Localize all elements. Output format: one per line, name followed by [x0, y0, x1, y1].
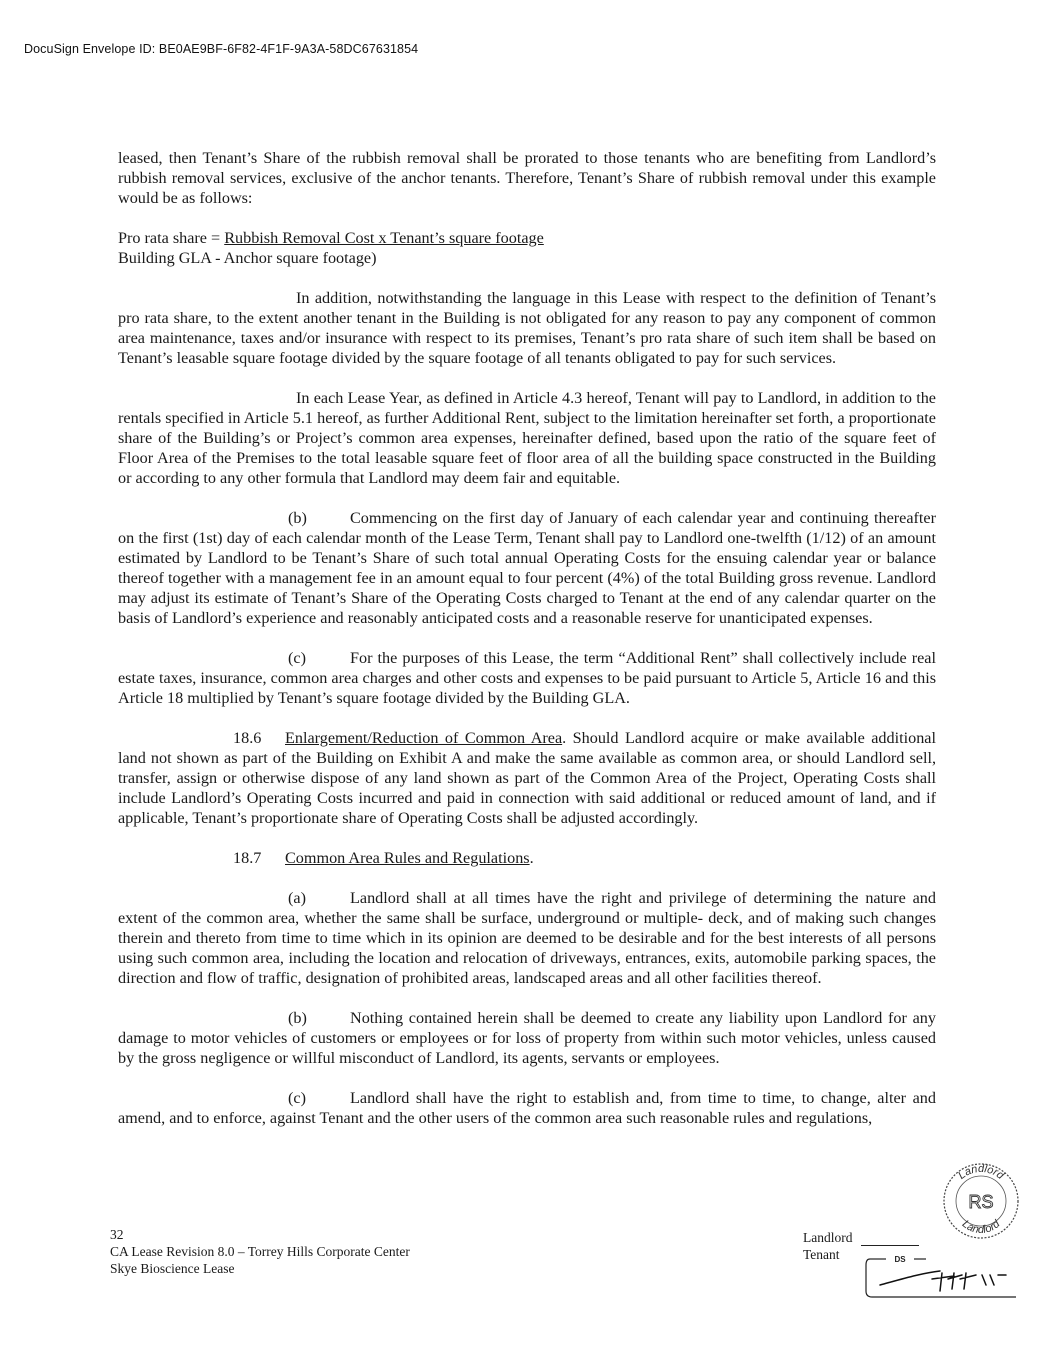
- paragraph-rubbish-removal: leased, then Tenant’s Share of the rubbish removal shall be prorated to those tenants who are benefiting from Landlord’s rubbish removal services, exclusive of the anchor tenants. Therefore, Tenant’s Share of rubbish removal under this example would be as follows:: [118, 149, 936, 207]
- paragraph-marker: (a): [288, 889, 306, 907]
- paragraph-7b-liability: (b) Nothing contained herein shall be deemed to create any liability upon Landlord for any damage to motor vehicles of customers or employees or for loss of property from within such motor vehicles, unless caused by the gross negligence or willful misconduct of Landlord, its agents, servants or employees.: [118, 1009, 936, 1067]
- section-number: 18.6: [233, 729, 262, 747]
- landlord-label: Landlord: [803, 1230, 853, 1245]
- page-footer: [110, 1226, 410, 1277]
- formula-denominator: Building GLA - Anchor square footage): [118, 249, 377, 267]
- section-18-7-heading: 18.7 Common Area Rules and Regulations.: [233, 849, 534, 867]
- footer-lease-revision: CA Lease Revision 8.0 – Torrey Hills Corporate Center: [110, 1244, 410, 1259]
- paragraph-b-operating-costs: (b) Commencing on the first day of January of each calendar year and continuing thereafter on the first (1st) day of each calendar month of the Lease Term, Tenant shall pay to Landlord one-twelfth (1/12) of an amount estimated by Landlord to be Tenant’s Share of such total annual Operating Costs for the ensuing calendar year or balance thereof together with a management fee in an amount equal to four percent (4%) of the total Building gross revenue. Landlord may adjust its estimate of Tenant’s Share of the Operating Costs charged to Tenant at the end of any calendar quarter on the basis of Landlord’s experience and reasonably anticipated costs and a reasonable reserve for unanticipated expenses.: [118, 509, 936, 627]
- svg-text:Landlord: [956, 1163, 1007, 1182]
- paragraph-marker: (b): [288, 1009, 307, 1027]
- paragraph-pro-rata-addition: In addition, notwithstanding the language in this Lease with respect to the definition of Tenant’s pro rata share, to the extent another tenant in the Building is not obligated for any reason to pay any component of common area maintenance, taxes and/or insurance with respect to its premises, Tenant’s pro rata share of such item shall be based on Tenant’s leasable square footage divided by the square footage of all tenants obligated to pay for such services.: [118, 289, 936, 367]
- seal-top-text: Landlord: [956, 1163, 1006, 1182]
- landlord-initial-seal: [940, 1160, 1022, 1242]
- formula-numerator: Rubbish Removal Cost x Tenant’s square footage: [224, 229, 544, 247]
- formula-numerator-row: [118, 228, 936, 248]
- paragraph-marker: (c): [288, 1089, 306, 1107]
- section-18-6: 18.6 Enlargement/Reduction of Common Area. Should Landlord acquire or make available additional land not shown as part of the Building on Exhibit A and make the same available as common area, or should Landlord sell, transfer, assign or otherwise dispose of any land shown as part of the Common Area of the Project, Operating Costs shall include Landlord’s Operating Costs incurred and paid in connection with said additional or reduced amount of land, and if applicable, Tenant’s proportionate share of Operating Costs shall be adjusted accordingly.: [118, 729, 936, 827]
- paragraph-c-additional-rent: (c) For the purposes of this Lease, the term “Additional Rent” shall collectively include real estate taxes, insurance, common area charges and other costs and expenses to be paid pursuant to Article 5, Article 16 and this Article 18 multiplied by Tenant’s square footage divided by the Building GLA.: [118, 649, 936, 707]
- section-number: 18.7: [233, 849, 262, 867]
- lease-page-body: [118, 148, 936, 1128]
- seal-initials: RS: [968, 1192, 994, 1212]
- tenant-signature-initials: [862, 1245, 1022, 1305]
- svg-text:Landlord: [960, 1217, 1003, 1236]
- paragraph-7a-common-area: (a) Landlord shall at all times have the right and privilege of determining the nature and extent of the common area, whether the same shall be surface, underground or multiple- deck, and of making such changes therein and thereto from time to time which in its opinion are deemed to be desirable and for the best interests of all persons using such common area, including the location and relocation of driveways, entrances, exits, automobile parking spaces, the direction and flow of traffic, designation of prohibited areas, landscaped areas and all other facilities thereof.: [118, 889, 936, 987]
- seal-bottom-text: Landlord: [959, 1218, 1003, 1236]
- section-title: Enlargement/Reduction of Common Area: [285, 729, 563, 747]
- docusign-envelope-id: DocuSign Envelope ID: BE0AE9BF-6F82-4F1F-9A3A-58DC67631854: [24, 42, 419, 56]
- page-number: 32: [110, 1227, 124, 1242]
- tenant-label: Tenant: [803, 1247, 840, 1262]
- paragraph-marker: (c): [288, 649, 306, 667]
- paragraph-marker: (b): [288, 509, 307, 527]
- paragraph-7c-rules: (c) Landlord shall have the right to establish and, from time to time, to change, alter and amend, and to enforce, against Tenant and the other users of the common area such reasonable rules and regulations,: [118, 1089, 936, 1127]
- landlord-initial-row: [803, 1229, 919, 1246]
- paragraph-lease-year: In each Lease Year, as defined in Article 4.3 hereof, Tenant will pay to Landlord, in addition to the rentals specified in Article 5.1 hereof, as further Additional Rent, subject to the limitation hereinafter set forth, a proportionate share of the Building’s or Project’s common area expenses, hereinafter defined, based upon the ratio of the square feet of Floor Area of the Premises to the total leasable square feet of floor area of all the building space constructed in the Building or according to any other formula that Landlord may deem fair and equitable.: [118, 389, 936, 487]
- signature-tag: DS: [894, 1255, 906, 1264]
- formula-lhs: Pro rata share =: [118, 229, 225, 247]
- signature-stroke: [880, 1271, 1006, 1291]
- section-title: Common Area Rules and Regulations: [285, 849, 530, 867]
- footer-lease-name: Skye Bioscience Lease: [110, 1261, 235, 1276]
